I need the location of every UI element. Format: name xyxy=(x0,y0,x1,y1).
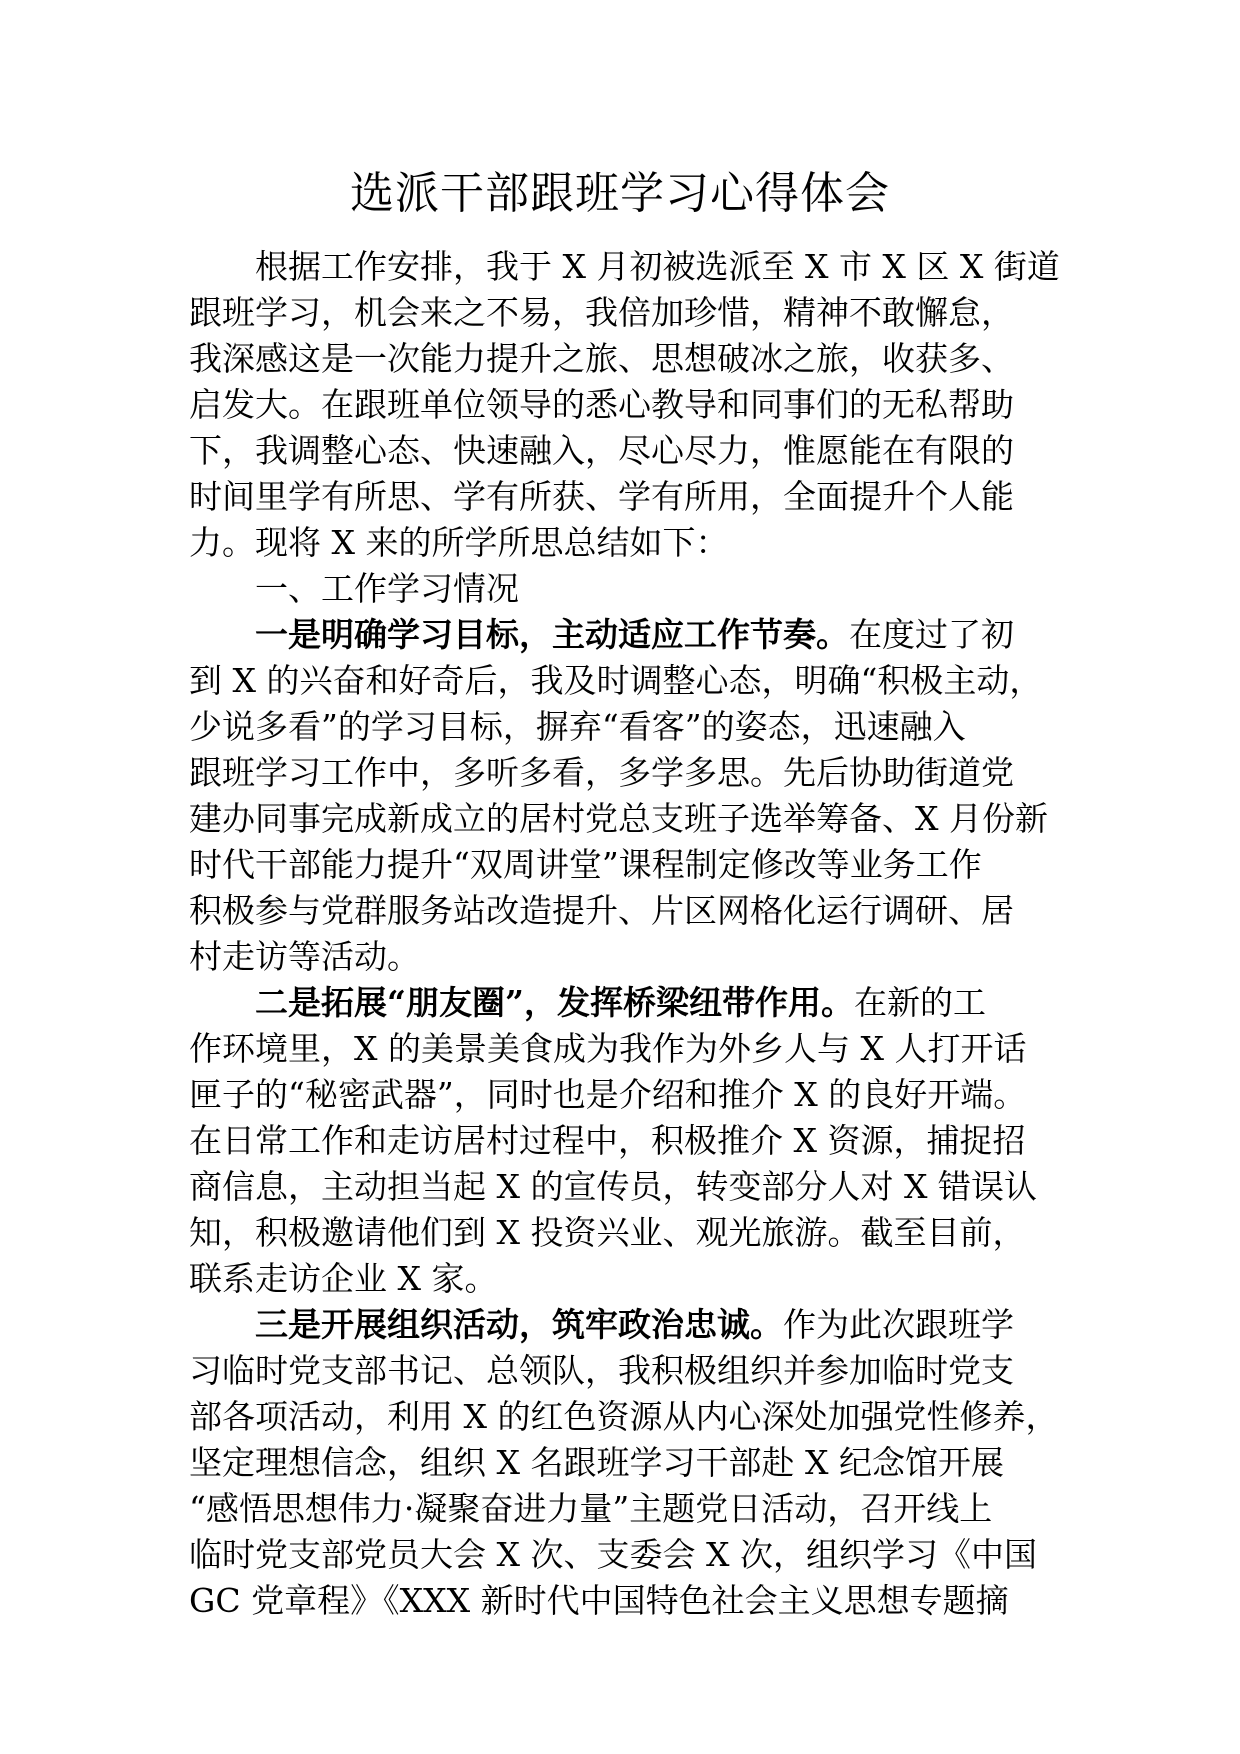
body-text: 临时党支部党员大会 X 次、支委会 X 次，组织学习《中国 xyxy=(189,1535,1037,1574)
text-line xyxy=(189,980,1091,1026)
text-line xyxy=(189,1440,1091,1486)
body-text: 跟班学习，机会来之不易，我倍加珍惜，精神不敢懈怠， xyxy=(189,293,1014,332)
body-text: 作为此次跟班学 xyxy=(783,1305,1014,1344)
body-text: 部各项活动，利用 X 的红色资源从内心深处加强党性修养， xyxy=(189,1397,1059,1436)
text-line xyxy=(189,888,1091,934)
text-line xyxy=(189,1256,1091,1302)
bold-heading-text: 一是明确学习目标，主动适应工作节奏。 xyxy=(255,615,849,654)
bold-heading-text: 二是拓展“朋友圈”，发挥桥梁纽带作用。 xyxy=(255,983,854,1022)
text-line xyxy=(189,1394,1091,1440)
body-text: GC 党章程》《XXX 新时代中国特色社会主义思想专题摘 xyxy=(189,1581,1009,1620)
body-text: 建办同事完成新成立的居村党总支班子选举筹备、X 月份新 xyxy=(189,799,1048,838)
text-line xyxy=(189,612,1091,658)
body-text: 我深感这是一次能力提升之旅、思想破冰之旅，收获多、 xyxy=(189,339,1014,378)
body-text: 坚定理想信念，组织 X 名跟班学习干部赴 X 纪念馆开展 xyxy=(189,1443,1004,1482)
text-line xyxy=(189,658,1091,704)
text-line xyxy=(189,474,1091,520)
body-text: 知，积极邀请他们到 X 投资兴业、观光旅游。截至目前， xyxy=(189,1213,1026,1252)
body-text: 下，我调整心态、快速融入，尽心尽力，惟愿能在有限的 xyxy=(189,431,1014,470)
text-line xyxy=(189,1026,1091,1072)
body-text: 在度过了初 xyxy=(849,615,1014,654)
text-line xyxy=(189,1072,1091,1118)
body-text: 根据工作安排，我于 X 月初被选派至 X 市 X 区 X 街道 xyxy=(255,247,1060,286)
body-text: 商信息，主动担当起 X 的宣传员，转变部分人对 X 错误认 xyxy=(189,1167,1037,1206)
text-line xyxy=(189,382,1091,428)
body-text: 在新的工 xyxy=(853,983,986,1022)
body-text: 时间里学有所思、学有所获、学有所用，全面提升个人能 xyxy=(189,477,1014,516)
document-body xyxy=(189,244,1091,1624)
text-line xyxy=(189,566,1091,612)
text-line xyxy=(189,1118,1091,1164)
body-text: “感悟思想伟力·凝聚奋进力量”主题党日活动，召开线上 xyxy=(189,1489,993,1528)
body-text: 启发大。在跟班单位领导的悉心教导和同事们的无私帮助 xyxy=(189,385,1014,424)
text-line xyxy=(189,796,1091,842)
text-line xyxy=(189,842,1091,888)
body-text: 作环境里，X 的美景美食成为我作为外乡人与 X 人打开话 xyxy=(189,1029,1027,1068)
text-line xyxy=(189,934,1091,980)
text-line xyxy=(189,1532,1091,1578)
text-line xyxy=(189,1210,1091,1256)
body-text: 匣子的“秘密武器”，同时也是介绍和推介 X 的良好开端。 xyxy=(189,1075,1027,1114)
body-text: 少说多看”的学习目标，摒弃“看客”的姿态，迅速融入 xyxy=(189,707,966,746)
body-text: 习临时党支部书记、总领队，我积极组织并参加临时党支 xyxy=(189,1351,1014,1390)
text-line xyxy=(189,244,1091,290)
text-line xyxy=(189,520,1091,566)
text-line xyxy=(189,336,1091,382)
text-line xyxy=(189,750,1091,796)
text-line xyxy=(189,290,1091,336)
body-text: 时代干部能力提升“双周讲堂”课程制定修改等业务工作 xyxy=(189,845,982,884)
text-line xyxy=(189,1578,1091,1624)
body-text: 到 X 的兴奋和好奇后，我及时调整心态，明确“积极主动， xyxy=(189,661,1043,700)
body-text: 村走访等活动。 xyxy=(189,937,420,976)
body-text: 在日常工作和走访居村过程中，积极推介 X 资源，捕捉招 xyxy=(189,1121,1026,1160)
body-text: 力。现将 X 来的所学所思总结如下： xyxy=(189,523,729,562)
text-line xyxy=(189,1164,1091,1210)
text-line xyxy=(189,1348,1091,1394)
body-text: 跟班学习工作中，多听多看，多学多思。先后协助街道党 xyxy=(189,753,1014,792)
text-line xyxy=(189,428,1091,474)
document-title: 选派干部跟班学习心得体会 xyxy=(350,168,890,219)
body-text: 积极参与党群服务站改造提升、片区网格化运行调研、居 xyxy=(189,891,1014,930)
text-line xyxy=(189,704,1091,750)
bold-heading-text: 三是开展组织活动，筑牢政治忠诚。 xyxy=(255,1305,783,1344)
text-line xyxy=(189,1302,1091,1348)
text-line xyxy=(189,1486,1091,1532)
body-text: 联系走访企业 X 家。 xyxy=(189,1259,498,1298)
body-text: 一、工作学习情况 xyxy=(255,569,519,608)
